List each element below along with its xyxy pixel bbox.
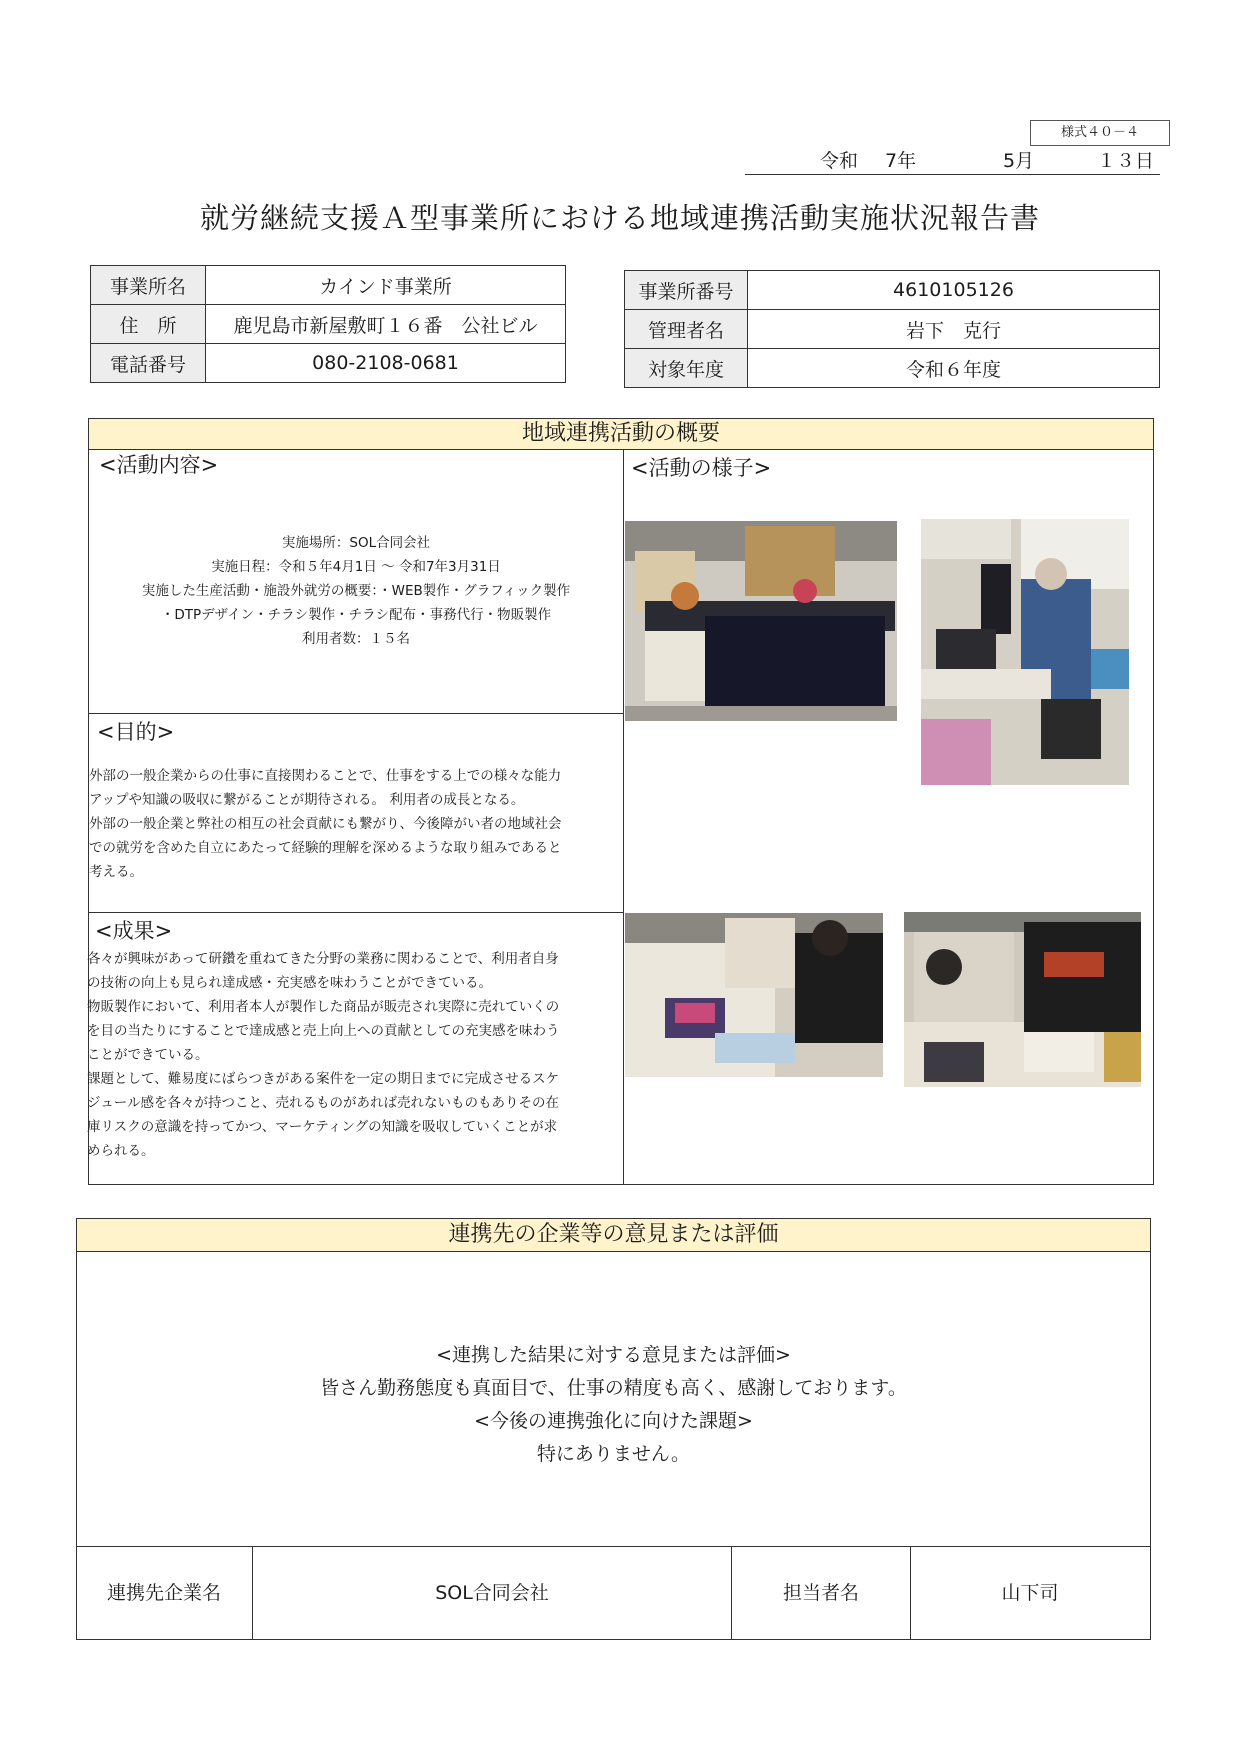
purpose-heading: <目的> bbox=[97, 720, 175, 744]
purpose-line: 考える。 bbox=[89, 864, 143, 880]
activity-summary: 実施した生産活動・施設外就労の概要：・WEB製作・グラフィック製作 bbox=[141, 583, 571, 599]
outline-section bbox=[88, 418, 1154, 1185]
office-name-label: 事業所名 bbox=[91, 266, 206, 305]
activity-content bbox=[89, 531, 623, 651]
activity-schedule: 実施日程：令和５年4月1日 ～ 令和7年3月31日 bbox=[211, 559, 501, 575]
partner-person: 山下司 bbox=[1001, 1582, 1059, 1604]
target-year: 令和６年度 bbox=[748, 349, 1160, 388]
purpose-line: 外部の一般企業からの仕事に直接関わることで、仕事をする上での様々な能力 bbox=[89, 768, 562, 784]
activity-place: 実施場所：SOL合同会社 bbox=[281, 535, 431, 551]
opinion-content bbox=[77, 1339, 1150, 1471]
office-number-label: 事業所番号 bbox=[625, 271, 748, 310]
office-address: 鹿児島市新屋敷町１６番 公社ビル bbox=[206, 305, 566, 344]
opinion-subheading-evaluation: <連携した結果に対する意見または評価> bbox=[436, 1344, 791, 1366]
target-year-label: 対象年度 bbox=[625, 349, 748, 388]
opinion-evaluation: 皆さん勤務態度も真面目で、仕事の精度も高く、感謝しております。 bbox=[320, 1377, 907, 1399]
manager-label: 管理者名 bbox=[625, 310, 748, 349]
office-info-table-2 bbox=[624, 270, 1160, 388]
photo-crafting-1 bbox=[625, 913, 883, 1077]
partner-company-label: 連携先企業名 bbox=[76, 1547, 253, 1639]
opinion-heading: 連携先の企業等の意見または評価 bbox=[77, 1219, 1150, 1252]
opinion-subheading-issues: <今後の連携強化に向けた課題> bbox=[474, 1410, 753, 1432]
office-info-table bbox=[90, 265, 566, 383]
purpose-content bbox=[89, 764, 623, 884]
opinion-section bbox=[76, 1218, 1151, 1640]
report-date bbox=[745, 144, 1160, 175]
result-line: を目の当たりにすることで達成感と売上向上への貢献としての充実感を味わう bbox=[87, 1023, 560, 1039]
purpose-line: での就労を含めた自立にあたって経験的理解を深めるような取り組みであると bbox=[89, 840, 562, 856]
result-line: ジュール感を各々が持つこと、売れるものがあれば売れないものもありその在 bbox=[87, 1095, 559, 1111]
photo-crafting-2 bbox=[904, 912, 1141, 1087]
result-line: ことができている。 bbox=[87, 1047, 209, 1063]
result-line: の技術の向上も見られ達成感・充実感を味わうことができている。 bbox=[87, 975, 492, 991]
office-number: 4610105126 bbox=[748, 271, 1160, 310]
divider-result bbox=[89, 912, 623, 913]
partner-row bbox=[76, 1546, 1151, 1639]
partner-person-label: 担当者名 bbox=[732, 1547, 911, 1639]
activity-summary-cont: ・DTPデザイン・チラシ製作・チラシ配布・事務代行・物販製作 bbox=[160, 607, 552, 623]
date-month: 5月 bbox=[1003, 150, 1035, 172]
opinion-issues: 特にありません。 bbox=[536, 1443, 691, 1465]
date-year: 7年 bbox=[885, 150, 917, 172]
result-line: 課題として、難易度にばらつきがある案件を一定の期日までに完成させるスケ bbox=[87, 1071, 560, 1087]
office-name: カインド事業所 bbox=[206, 266, 566, 305]
result-line: 物販製作において、利用者本人が製作した商品が販売され実際に売れていくの bbox=[87, 999, 560, 1015]
result-heading: <成果> bbox=[95, 919, 173, 943]
date-day: １３日 bbox=[1097, 150, 1155, 172]
partner-company: SOL合同会社 bbox=[253, 1547, 732, 1639]
purpose-line: 外部の一般企業と弊社の相互の社会貢献にも繋がり、今後障がい者の地域社会 bbox=[89, 816, 562, 832]
office-address-label: 住 所 bbox=[91, 305, 206, 344]
photos-heading: <活動の様子> bbox=[631, 456, 772, 480]
office-phone: 080-2108-0681 bbox=[206, 344, 566, 383]
result-line: められる。 bbox=[87, 1143, 155, 1159]
column-divider bbox=[623, 449, 624, 1184]
outline-heading: 地域連携活動の概要 bbox=[89, 419, 1153, 450]
result-line: 庫リスクの意識を持ってかつ、マーケティングの知識を吸収していくことが求 bbox=[87, 1119, 558, 1135]
divider-purpose bbox=[89, 713, 623, 714]
photo-pc-work bbox=[921, 519, 1129, 785]
form-number: 様式４０－４ bbox=[1030, 120, 1170, 146]
page-title: 就労継続支援Ａ型事業所における地域連携活動実施状況報告書 bbox=[199, 201, 1040, 235]
date-era: 令和 bbox=[820, 150, 859, 172]
manager-name: 岩下 克行 bbox=[748, 310, 1160, 349]
purpose-line: アップや知識の吸収に繋がることが期待される。 利用者の成長となる。 bbox=[89, 792, 525, 808]
activity-heading: <活動内容> bbox=[99, 453, 219, 477]
photo-sales-booth bbox=[625, 521, 897, 721]
result-content bbox=[87, 947, 623, 1163]
activity-user-count: 利用者数：１５名 bbox=[302, 631, 410, 647]
office-phone-label: 電話番号 bbox=[91, 344, 206, 383]
result-line: 各々が興味があって研鑽を重ねてきた分野の業務に関わることで、利用者自身 bbox=[87, 951, 559, 967]
